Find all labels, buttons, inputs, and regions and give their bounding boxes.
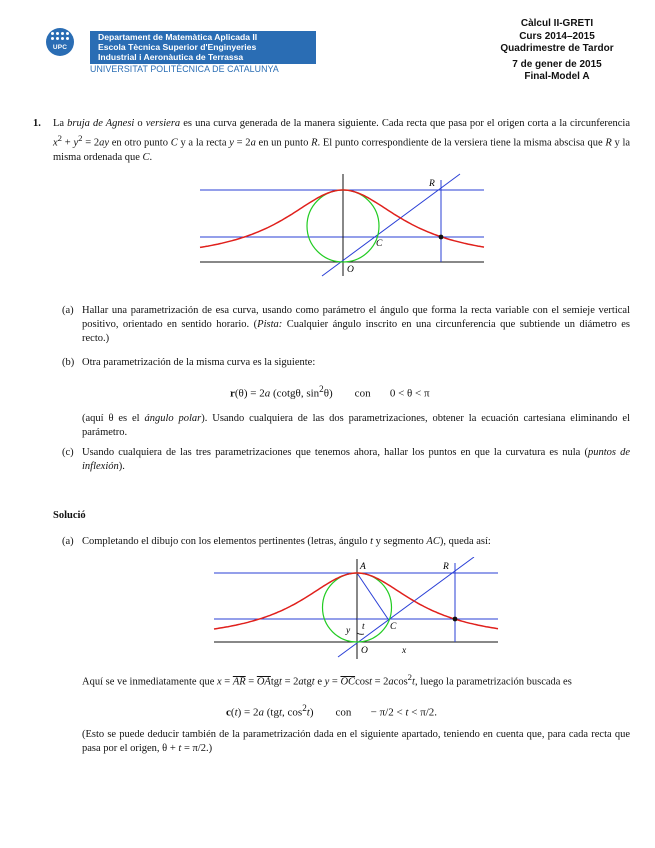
part-text: Hallar una parametrización de esa curva, usando como parámetro el ángulo que forma la recta variable con el semieje vertical positivo, orientado en sentido horario. (Pista: Cualquier ángulo inscrito en una circunferencia que subtiende un diámetro es recto.) xyxy=(82,305,630,344)
solution-note xyxy=(82,728,630,756)
versiera-point xyxy=(453,617,458,622)
exam-date: 7 de gener de 2015 xyxy=(512,58,602,70)
academic-year: Curs 2014–2015 xyxy=(519,30,595,42)
term: Quadrimestre de Tardor xyxy=(500,43,614,54)
part-a xyxy=(62,304,630,346)
formula-a: c(t) = 2a (tgt, $\cos^2t$) con − π/2 < t < π/2. xyxy=(226,703,438,719)
logo-text: UPC xyxy=(52,44,68,51)
part-b-followup xyxy=(62,412,630,440)
institution-block xyxy=(90,31,316,64)
label-r: R xyxy=(443,562,449,572)
problem-statement: La bruja de Agnesi o versiera es una curva generada de la manera siguiente. Cada recta que pasa por el origen corta a la circunferencia $x^2 + y^2 = 2ay$ en otro punto C y a la recta y = 2a en un punto R. El punto correspondiente de la versiera tiene la misma abscisa que R y la misma ordenada que C. xyxy=(53,118,631,163)
label-a: A xyxy=(360,562,366,572)
university-name: UNIVERSITAT POLITÈCNICA DE CATALUNYA xyxy=(90,64,279,74)
part-text: Otra parametrización de la misma curva es la siguiente: xyxy=(82,357,316,368)
label-y: y xyxy=(346,626,351,636)
part-label: (c) xyxy=(62,447,74,458)
label-r: R xyxy=(429,179,435,189)
solution-a-intro xyxy=(62,535,630,549)
derivation-text: Aquí se ve inmediatamente que $x = \overline{AR} = \overline{OA}tgt$ = 2atgt e $y = \overline{OC}\cos t = 2acos^2t$, luego la parametrización buscada es xyxy=(82,672,572,688)
label-t: t xyxy=(362,622,365,632)
part-text: (aquí θ es el ángulo polar). Usando cualquiera de las dos parametrizaciones, obtener la ecuación cartesiana eliminando el parámetro. xyxy=(82,413,630,438)
institution-line: Industrial i Aeronàutica de Terrassa xyxy=(98,51,244,62)
formula-b: r(θ) = 2a (cotgθ, $\sin^2\theta$) con 0 < θ < π xyxy=(230,384,430,400)
angle-t-arc xyxy=(357,633,364,634)
label-x: x xyxy=(402,646,407,656)
part-c xyxy=(62,446,630,474)
part-label: (a) xyxy=(62,536,74,547)
upc-logo xyxy=(46,28,74,56)
solution-derivation xyxy=(82,670,630,690)
institution-line: Departament de Matemàtica Aplicada II xyxy=(98,32,258,42)
institution-line: Escola Tècnica Superior d'Enginyeries xyxy=(98,41,257,52)
course-name: Càlcul II-GRETI xyxy=(520,18,594,29)
part-label: (a) xyxy=(62,305,74,316)
problem-number: 1. xyxy=(33,118,41,129)
solution-heading: Solució xyxy=(53,510,86,521)
label-c: C xyxy=(376,239,383,249)
versiera-point xyxy=(439,235,444,240)
label-c: C xyxy=(390,622,397,632)
label-o: O xyxy=(347,265,354,275)
exam-info xyxy=(482,18,632,84)
part-b xyxy=(62,356,630,370)
figure-versiera xyxy=(196,172,488,278)
label-o: O xyxy=(361,646,368,656)
exam-model: Final-Model A xyxy=(524,71,590,82)
part-text: Completando el dibujo con los elementos pertinentes (letras, ángulo t y segmento AC), queda así: xyxy=(82,536,491,547)
segment-ac xyxy=(357,573,388,619)
part-text: Usando cualquiera de las tres parametrizaciones que tenemos ahora, hallar los puntos en que la curvatura es nula (puntos de inflexión). xyxy=(82,447,630,472)
figure-solution xyxy=(210,557,502,661)
note-text: (Esto se puede deducir también de la parametrización dada en el siguiente apartado, teniendo en cuenta que, para cada recta que pasa por el origen, θ + t = π/2.) xyxy=(82,729,630,754)
part-label: (b) xyxy=(62,357,75,368)
